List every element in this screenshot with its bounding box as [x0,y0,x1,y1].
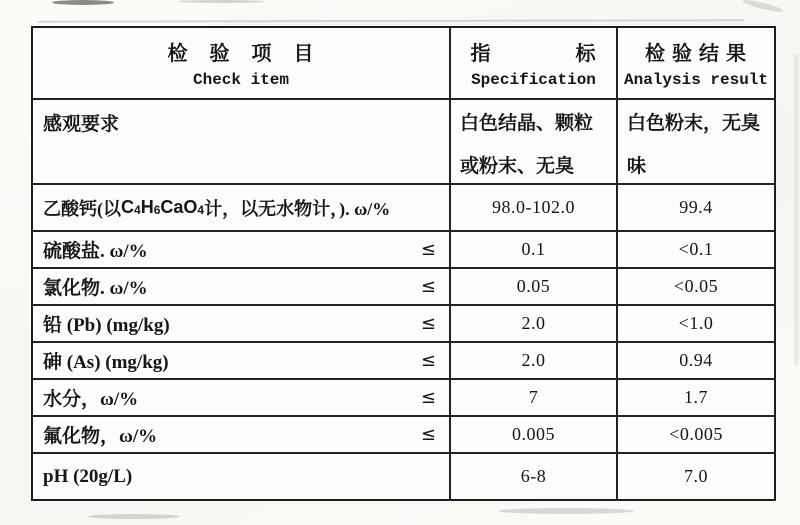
table-row-assay [33,185,774,232]
header-analysis-result-en: Analysis result [623,71,769,90]
table-header-row [33,28,774,100]
spec-cell: 7 [451,380,618,415]
table-row-chloride [33,269,774,306]
chemical-formula: C [121,197,134,217]
less-equal-symbol: ≤ [420,350,436,371]
table-row-fluoride [33,417,774,454]
item-cell [33,454,451,499]
item-label: 乙酸钙(以 [43,198,121,219]
spec-cell: 2.0 [451,343,618,378]
less-equal-symbol: ≤ [420,276,436,297]
item-cell [33,343,451,378]
header-specification-en: Specification [471,71,596,90]
header-check-item-zh: 检 验 项 目 [167,42,315,65]
item-cell [33,269,451,304]
spec-cell: 98.0-102.0 [451,185,618,230]
formula-subscript: 4 [134,202,141,217]
less-equal-symbol: ≤ [420,313,436,334]
result-cell: <0.005 [669,424,723,444]
scan-artifact [38,19,744,22]
header-cell-specification [451,28,618,98]
result-cell: <0.05 [673,276,719,296]
scan-artifact [794,55,799,365]
result-cell: <1.0 [678,313,714,333]
table-row-arsenic [33,343,774,380]
item-label: 砷 (As) (mg/kg) [43,352,169,373]
table-row-lead [33,306,774,343]
result-cell: 7.0 [684,466,708,486]
item-cell [33,306,451,341]
item-cell [33,185,451,230]
header-analysis-result-zh: 检 验 结 果 [645,42,747,65]
item-label: 硫酸盐. ω/% [43,241,148,262]
scan-artifact [742,0,784,14]
spec-cell: 6-8 [451,454,618,499]
formula-subscript: 4 [197,202,205,217]
item-label: pH (20g/L) [43,465,133,487]
item-label: 氟化物，ω/% [43,426,158,447]
item-label: 计，以无水物计，). ω/% [204,198,391,219]
chemical-formula: H [140,197,154,217]
item-cell: 感观要求 [33,100,451,183]
less-equal-symbol: ≤ [420,239,436,260]
chemical-formula: CaO [160,197,198,217]
analysis-result-table [31,26,776,501]
table-row-sensory [33,100,774,185]
scan-artifact [52,0,114,5]
table-row-ph [33,454,774,499]
result-cell: 99.4 [679,197,713,217]
header-cell-check-item [33,28,451,98]
item-cell [33,380,451,415]
spec-cell: 2.0 [451,306,618,341]
header-cell-analysis-result [618,28,774,98]
result-cell: 白色粉末，无臭味 [627,113,761,177]
item-label: 氯化物. ω/% [43,278,148,299]
table-row-moisture [33,380,774,417]
table-row-sulfate [33,232,774,269]
less-equal-symbol: ≤ [420,424,436,445]
spec-cell: 白色结晶、颗粒或粉末、无臭 [451,100,618,183]
spec-cell: 0.05 [451,269,618,304]
item-label: 水分，ω/% [43,389,139,410]
scan-artifact [178,0,264,3]
less-equal-symbol: ≤ [420,387,436,408]
formula-subscript: 6 [153,202,161,217]
item-cell [33,417,451,452]
item-cell [33,232,451,267]
header-specification-zh: 指 标 [470,42,597,65]
scan-artifact [498,508,634,514]
result-cell: 1.7 [684,387,708,407]
header-check-item-en: Check item [192,71,289,90]
scan-artifact [88,514,180,519]
result-cell: <0.1 [678,239,714,259]
result-cell: 0.94 [679,350,713,370]
spec-cell: 0.1 [451,232,618,267]
item-label: 铅 (Pb) (mg/kg) [43,315,170,336]
spec-cell: 0.005 [451,417,618,452]
